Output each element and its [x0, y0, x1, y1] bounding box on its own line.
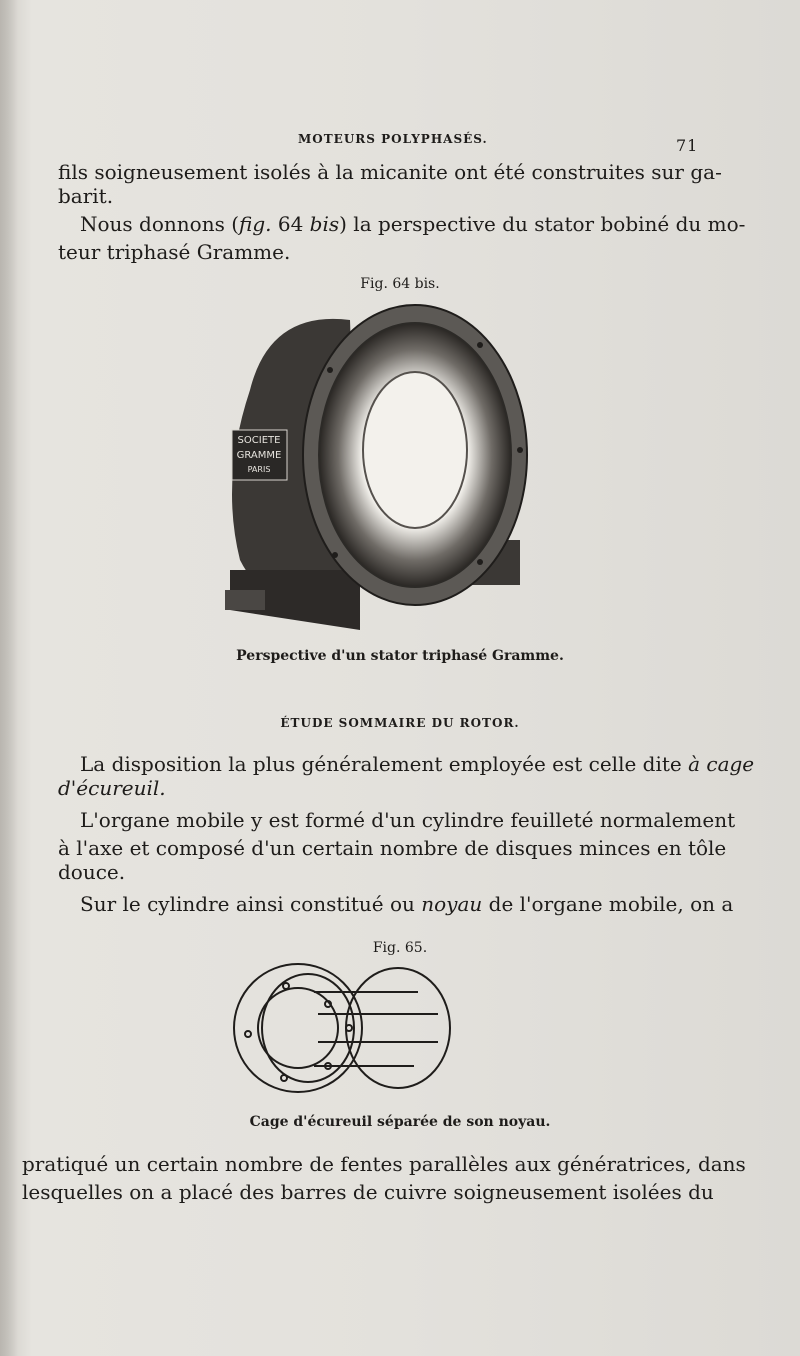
paragraph-6-line-1: pratiqué un certain nombre de fentes parallèles aux génératrices, dans	[22, 1152, 746, 1176]
paragraph-4-line-2: à l'axe et composé d'un certain nombre de disques minces en tôle	[58, 836, 727, 860]
cage-rings	[262, 968, 450, 1088]
paragraph-1-line-2: barit.	[58, 184, 114, 208]
running-title: MOTEURS POLYPHASÉS.	[298, 132, 488, 146]
paragraph-3-italic-2: d'écureuil.	[58, 776, 166, 800]
paragraph-5-italic: noyau	[421, 892, 483, 916]
squirrel-cage-illustration	[228, 962, 468, 1098]
figure-reference-number: 64	[271, 212, 310, 236]
figure-64bis-label: Fig. 64 bis.	[360, 276, 440, 292]
gutter-shadow	[0, 0, 18, 1356]
figure-reference: fig.	[239, 212, 272, 236]
paragraph-3-italic-1: à cage	[688, 752, 755, 776]
nameplate-line-1: SOCIETE	[237, 435, 281, 446]
paragraph-4-line-3: douce.	[58, 860, 126, 884]
paragraph-5-text-b: de l'organe mobile, on a	[482, 892, 734, 916]
paragraph-3-line-1	[80, 752, 755, 776]
paragraph-5-text-a: Sur le cylindre ainsi constitué ou	[80, 892, 422, 916]
paragraph-2-text-b: ) la perspective du stator bobiné du mo-	[339, 212, 746, 236]
paragraph-1-line-1: fils soigneusement isolés à la micanite ont été construites sur ga-	[58, 160, 722, 184]
nameplate-line-2: GRAMME	[236, 450, 282, 461]
page-number: 71	[676, 136, 699, 155]
nameplate-line-3: PARIS	[247, 465, 271, 474]
stator-face	[303, 305, 527, 605]
paragraph-3-line-2	[58, 776, 694, 800]
section-heading: ÉTUDE SOMMAIRE DU ROTOR.	[280, 716, 520, 730]
core-disc	[234, 964, 362, 1092]
figure-65-label: Fig. 65.	[372, 940, 428, 956]
stator-illustration	[210, 300, 530, 640]
paragraph-2-line-1	[80, 212, 746, 236]
paragraph-4-line-1: L'organe mobile y est formé d'un cylindre feuilleté normalement	[80, 808, 736, 832]
paragraph-6-line-2: lesquelles on a placé des barres de cuivre soigneusement isolées du	[22, 1180, 714, 1204]
figure-reference-bis: bis	[309, 212, 340, 236]
figure-64bis-caption: Perspective d'un stator triphasé Gramme.	[236, 648, 564, 664]
figure-65-caption: Cage d'écureuil séparée de son noyau.	[249, 1114, 551, 1130]
paragraph-5-line-1	[80, 892, 734, 916]
paragraph-2-line-2: teur triphasé Gramme.	[58, 240, 291, 264]
paragraph-3-text: La disposition la plus généralement employée est celle dite	[80, 752, 689, 776]
nameplate	[232, 430, 287, 480]
paragraph-2-text-a: Nous donnons (	[80, 212, 239, 236]
